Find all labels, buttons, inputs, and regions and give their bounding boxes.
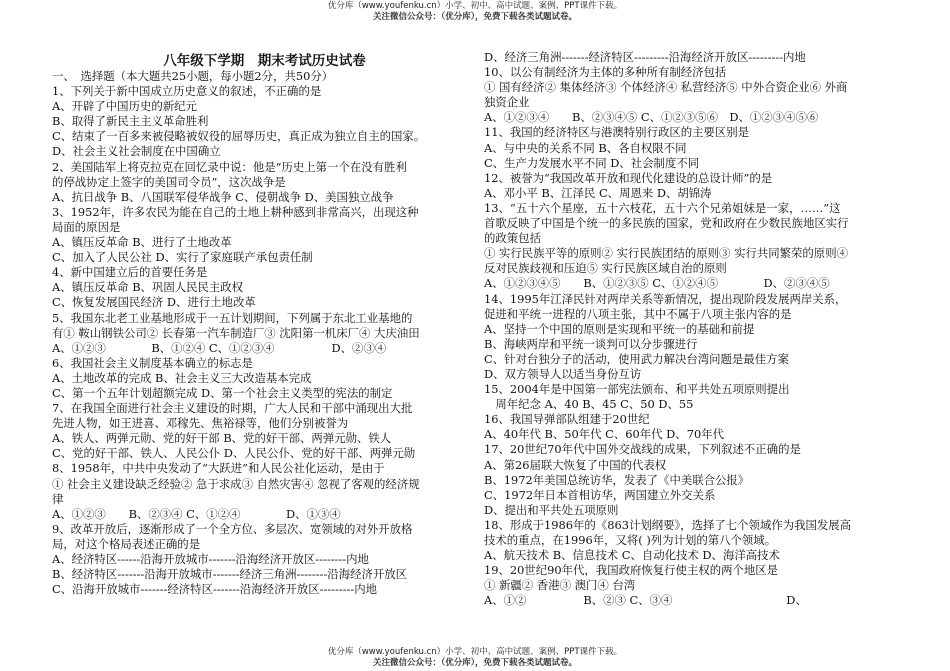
left-line: A、抗日战争 B、八国联军侵华战争 C、侵朝战争 D、美国独立战争 bbox=[52, 189, 394, 204]
right-line: 独资企业 bbox=[484, 95, 530, 110]
left-line: 5、我国东北老工业基地形成于一五计划期间，下列属于东北工业基地的 bbox=[52, 310, 413, 325]
left-line: 律 bbox=[52, 491, 64, 506]
right-line: 17、20世纪70年代中国外交战线的成果，下列叙述不正确的是 bbox=[484, 442, 801, 457]
right-line: D、双方领导人以适当身份互访 bbox=[484, 366, 642, 381]
exam-title: 八年级下学期 期末考试历史试卷 bbox=[163, 53, 366, 69]
right-line: 12、被誉为“我国改革开放和现代化建设的总设计师”的是 bbox=[484, 170, 773, 185]
right-line: 的政策包括 bbox=[484, 231, 541, 246]
left-line: 1、下列关于新中国成立历史意义的叙述，不正确的是 bbox=[52, 84, 322, 99]
left-line: A、①②③ B、①②④ C、①②③④ D、②③④ bbox=[52, 340, 387, 355]
left-line: 7、在我国全面进行社会主义建设的时期，广大人民和干部中涌现出大批 bbox=[52, 401, 413, 416]
left-line: A、土地改革的完成 B、社会主义三大改造基本完成 bbox=[52, 370, 312, 385]
right-line: 19、20世纪90年代，我国政府恢复行使主权的两个地区是 bbox=[484, 563, 779, 578]
right-line: A、坚持一个中国的原则是实现和平统一的基础和前提 bbox=[484, 321, 755, 336]
left-line: C、加入了人民公社 D、实行了家庭联产承包责任制 bbox=[52, 250, 313, 265]
right-line: 周年纪念 A、40 B、45 C、50 D、55 bbox=[484, 397, 694, 412]
banner-line-2-bottom: 关注微信公众号：（优分库），免费下载各类试题试卷。 bbox=[372, 658, 577, 668]
right-line: D、提出和平共处五项原则 bbox=[484, 502, 619, 517]
right-line: C、针对台独分子的活动，使用武力解决台湾问题是最佳方案 bbox=[484, 351, 789, 366]
left-line: 局，对这个格局表述正确的是 bbox=[52, 536, 201, 551]
left-line: 9、改革开放后，逐渐形成了一个全方位、多层次、宽领域的对外开放格 bbox=[52, 521, 413, 536]
left-line: 2、美国陆军上将克拉克在回忆录中说：他是“历史上第一个在没有胜利 bbox=[52, 159, 407, 174]
left-line: C、党的好干部、铁人、人民公仆 D、人民公仆、党的好干部、两弹元勋 bbox=[52, 446, 416, 461]
right-line: 首歌反映了中国是个统一的多民族的国家，党和政府在少数民族地区实行 bbox=[484, 216, 849, 231]
left-line: C、结束了一百多来被侵略被奴役的屈辱历史，真正成为独立自主的国家。 bbox=[52, 129, 426, 144]
banner-line-1: 优分库（www.youfenku.cn）小学、初中、高中试题、案例、PPT课件下载。 bbox=[327, 1, 623, 11]
top-banner bbox=[0, 1, 950, 23]
right-line: B、1972年美国总统访华，发表了《中美联合公报》 bbox=[484, 472, 750, 487]
bottom-banner bbox=[0, 647, 950, 669]
right-line: A、①② B、②③ C、③④ D、 bbox=[484, 593, 807, 608]
left-line: 8、1958年，中共中央发动了“大跃进”和人民公社化运动，是由于 bbox=[52, 461, 385, 476]
left-line: A、①②③ B、②③④ C、①②④ D、①③④ bbox=[52, 506, 341, 521]
right-line: 反对民族歧视和压迫⑤ 实行民族区域自治的原则 bbox=[484, 261, 727, 276]
right-line: A、邓小平 B、江泽民 C、周恩来 D、胡锦涛 bbox=[484, 185, 712, 200]
left-line: A、经济特区------沿海开放城市-------沿海经济开放区--------内地 bbox=[52, 552, 369, 566]
left-line: C、恢复发展国民经济 D、进行土地改革 bbox=[52, 295, 256, 310]
right-line: 14、1995年江泽民针对两岸关系等新情况，提出现阶段发展两岸关系， bbox=[484, 291, 847, 306]
left-column bbox=[52, 69, 477, 597]
left-line: 局面的原因是 bbox=[52, 219, 121, 234]
left-line: ① 社会主义建设缺乏经验② 急于求成③ 自然灾害④ 忽视了客观的经济规 bbox=[52, 476, 420, 491]
left-line: 一、 选择题（本大题共25小题，每小题2分，共50分） bbox=[52, 69, 334, 83]
left-line: B、取得了新民主主义革命胜利 bbox=[52, 114, 209, 129]
right-line: 技术的重点，在1996年，又将( )列为计划的第八个领域。 bbox=[484, 533, 777, 547]
right-line: 18、形成于1986年的《863计划纲要》，选择了七个领域作为我国发展高 bbox=[484, 517, 852, 532]
right-column bbox=[484, 50, 892, 608]
right-line: A、①②③④⑤ B、①②③⑤ C、①②④⑤ D、②③④⑤ bbox=[484, 276, 830, 291]
left-line: 3、1952年，许多农民为能在自己的土地上耕种感到非常高兴，出现这种 bbox=[52, 204, 419, 219]
left-line: 6、我国社会主义制度基本确立的标志是 bbox=[52, 355, 253, 370]
right-line: 13、“五十六个星座，五十六枝花，五十六个兄弟姐妹是一家，……”这 bbox=[484, 200, 841, 215]
left-line: 有① 鞍山钢铁公司② 长春第一汽车制造厂③ 沈阳第一机床厂④ 大庆油田 bbox=[52, 325, 420, 340]
left-line: C、沿海开放城市-------经济特区-------沿海经济开放区---------内地 bbox=[52, 582, 378, 597]
left-line: D、社会主义社会制度在中国确立 bbox=[52, 144, 221, 159]
right-line: 11、我国的经济特区与港澳特别行政区的主要区别是 bbox=[484, 125, 750, 140]
right-line: A、①②③④ B、②③④⑤ C、①②③⑤⑥ D、①②③④⑤⑥ bbox=[484, 110, 819, 125]
right-line: A、40年代 B、50年代 C、60年代 D、70年代 bbox=[484, 427, 724, 442]
right-line: C、生产力发展水平不同 D、社会制度不同 bbox=[484, 155, 700, 170]
right-line: ① 实行民族平等的原则② 实行民族团结的原则③ 实行共同繁荣的原则④ bbox=[484, 246, 848, 261]
banner-line-1-bottom: 优分库（www.youfenku.cn）小学、初中、高中试题、案例、PPT课件下载。 bbox=[327, 647, 623, 657]
right-line: 促进和平统一进程的八项主张，其中不属于八项主张内容的是 bbox=[484, 306, 792, 321]
right-line: 15、2004年是中国第一部宪法颁布、和平共处五项原则提出 bbox=[484, 382, 790, 397]
right-line: C、1972年日本首相访华，两国建立外交关系 bbox=[484, 487, 716, 502]
left-line: 的停战协定上签字的美国司令员”，这次战争是 bbox=[52, 174, 286, 189]
right-line: B、海峡两岸和平统一谈判可以分步骤进行 bbox=[484, 336, 698, 351]
right-line: 16、我国导弹部队组建于20世纪 bbox=[484, 412, 650, 427]
right-line: A、航天技术 B、信息技术 C、自动化技术 D、海洋高技术 bbox=[484, 548, 780, 563]
left-line: C、第一个五年计划超额完成 D、第一个社会主义类型的宪法的制定 bbox=[52, 385, 393, 400]
right-line: ① 国有经济② 集体经济③ 个体经济④ 私营经济⑤ 中外合资企业⑥ 外商 bbox=[484, 80, 848, 95]
banner-line-2: 关注微信公众号：（优分库），免费下载各类试题试卷。 bbox=[372, 12, 577, 22]
left-line: A、镇压反革命 B、巩固人民民主政权 bbox=[52, 280, 244, 295]
right-line: 10、以公有制经济为主体的多种所有制经济包括 bbox=[484, 65, 727, 80]
left-line: A、镇压反革命 B、进行了土地改革 bbox=[52, 235, 232, 250]
left-line: 先进人物，如王进喜、邓稼先、焦裕禄等，他们分别被誉为 bbox=[52, 416, 349, 431]
right-line: D、经济三角洲-------经济特区---------沿海经济开放区---------内地 bbox=[484, 50, 806, 64]
right-line: A、第26届联大恢复了中国的代表权 bbox=[484, 457, 667, 472]
left-line: A、开辟了中国历史的新纪元 bbox=[52, 99, 197, 114]
right-line: A、与中央的关系不同 B、各自权限不同 bbox=[484, 140, 687, 155]
left-line: 4、新中国建立后的首要任务是 bbox=[52, 265, 208, 280]
right-line: ① 新疆② 香港③ 澳门④ 台湾 bbox=[484, 578, 636, 593]
left-line: A、铁人、两弹元勋、党的好干部 B、党的好干部、两弹元勋、铁人 bbox=[52, 431, 392, 446]
left-line: B、经济特区-------沿海开放城市-------经济三角洲--------沿海经济开放区 bbox=[52, 567, 408, 582]
